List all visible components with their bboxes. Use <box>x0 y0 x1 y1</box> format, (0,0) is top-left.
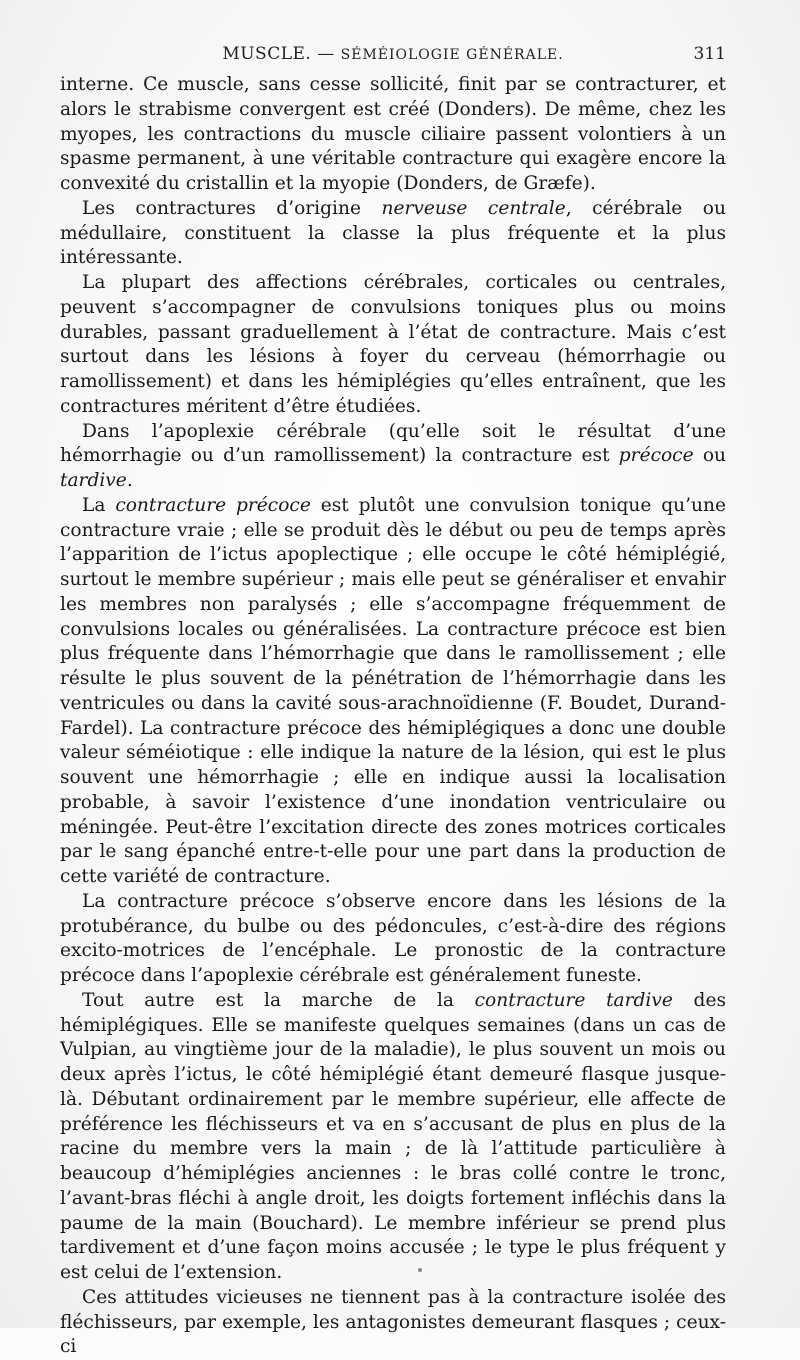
italic-term: précoce <box>618 445 694 467</box>
paragraph <box>60 989 726 1286</box>
paragraph <box>60 73 726 197</box>
print-speck <box>418 1268 422 1272</box>
running-header <box>60 44 726 72</box>
italic-term: contracture tardive <box>474 989 673 1011</box>
text-run: Dans l’apoplexie cérébrale (qu’elle soit le résultat d’une hémorrhagie ou d’un ramollissement) la contracture est <box>60 420 726 467</box>
text-run: Les contractures d’origine <box>82 197 382 219</box>
paragraph <box>60 197 726 271</box>
running-title-section: SÉMÉIOLOGIE GÉNÉRALE. <box>340 47 564 63</box>
paragraph <box>60 890 726 989</box>
paragraph <box>60 271 726 420</box>
text-run: est plutôt une convulsion tonique qu’une contracture vraie ; elle se produit dès le début ou peu de temps après l’apparition de l’ictus apoplectique ; elle occupe le côté hémiplégié, surtout le membre supérieur ; mais elle peut se généraliser et envahir les membres non paralysés ; elle s’accompagne fréquemment de convulsions locales ou généralisées. La contracture précoce est bien plus fréquente dans l’hémorrhagie que dans le ramollissement ; elle résulte le plus souvent de la pénétration de l’hémorrhagie dans les ventricules ou dans la cavité sous-arachnoïdienne (F. Boudet, Durand-Fardel). La contracture précoce des hémiplégiques a donc une double valeur séméiotique : elle indique la nature de la lésion, qui est le plus souvent une hémorrhagie ; elle en indique aussi la localisation probable, à savoir l’existence d’une inondation ventriculaire ou méningée. Peut-être l’excitation directe des zones motrices corticales par le sang épanché entre-t-elle pour une part dans la production de cette variété de contracture. <box>60 494 726 887</box>
page-number: 311 <box>693 44 726 64</box>
italic-term: nerveuse centrale <box>381 197 566 219</box>
body-text <box>60 73 726 1360</box>
running-title-main: MUSCLE. <box>222 44 312 64</box>
paragraph <box>60 1286 726 1360</box>
text-run: Tout autre est la marche de la <box>82 989 475 1011</box>
text-run: interne. Ce muscle, sans cesse sollicité, finit par se contracturer, et alors le strabisme convergent est créé (Donders). De même, chez les myopes, les contractions du muscle ciliaire passent volontiers à un spasme permanent, à une véritable contracture qui exagère encore la convexité du cristallin et la myopie (Donders, de Græfe). <box>60 74 726 194</box>
italic-term: contracture précoce <box>115 494 311 516</box>
text-run: . <box>126 470 133 491</box>
text-run: La contracture précoce s’observe encore dans les lésions de la protubérance, du bulbe ou des pédoncules, c’est-à-dire des régions excito-motrices de l’encéphale. Le pronostic de la contracture précoce dans l’apoplexie cérébrale est généralement funeste. <box>60 890 726 986</box>
paragraph <box>60 420 726 494</box>
italic-term: tardive <box>60 470 127 491</box>
text-run: La plupart des affections cérébrales, corticales ou centrales, peuvent s’accompagner de convulsions toniques plus ou moins durables, passant graduellement à l’état de contracture. Mais c’est surtout dans les lésions à foyer du cerveau (hémorrhagie ou ramollissement) et dans les hémiplégies qu’elles entraînent, que les contractures méritent d’être étudiées. <box>60 272 726 417</box>
text-run: Ces attitudes vicieuses ne tiennent pas à la contracture isolée des fléchisseurs, par exemple, les antagonistes demeurant flasques ; ceux-ci <box>60 1286 726 1358</box>
text-run: des hémiplégiques. Elle se manifeste quelques semaines (dans un cas de Vulpian, au vingtième jour de la maladie), le plus souvent un mois ou deux après l’ictus, le côté hémiplégié étant demeuré flasque jusque-là. Débutant ordinairement par le membre supérieur, elle affecte de préférence les fléchisseurs et va en s’accusant de plus en plus de la racine du membre vers la main ; de là l’attitude particulière à beaucoup d’hémiplégies anciennes : le bras collé contre le tronc, l’avant-bras fléchi à angle droit, les doigts fortement infléchis dans la paume de la main (Bouchard). Le membre inférieur se prend plus tardivement et d’une façon moins accusée ; le type le plus fréquent y est celui de l’extension. <box>60 989 726 1283</box>
text-run: , cérébrale ou médullaire, constituent la classe la plus fréquente et la plus intéressante. <box>60 197 726 269</box>
text-run: ou <box>693 445 726 467</box>
paragraph <box>60 494 726 890</box>
text-run: La <box>82 494 116 516</box>
running-title-dash: — <box>311 44 341 64</box>
running-title <box>60 44 726 64</box>
